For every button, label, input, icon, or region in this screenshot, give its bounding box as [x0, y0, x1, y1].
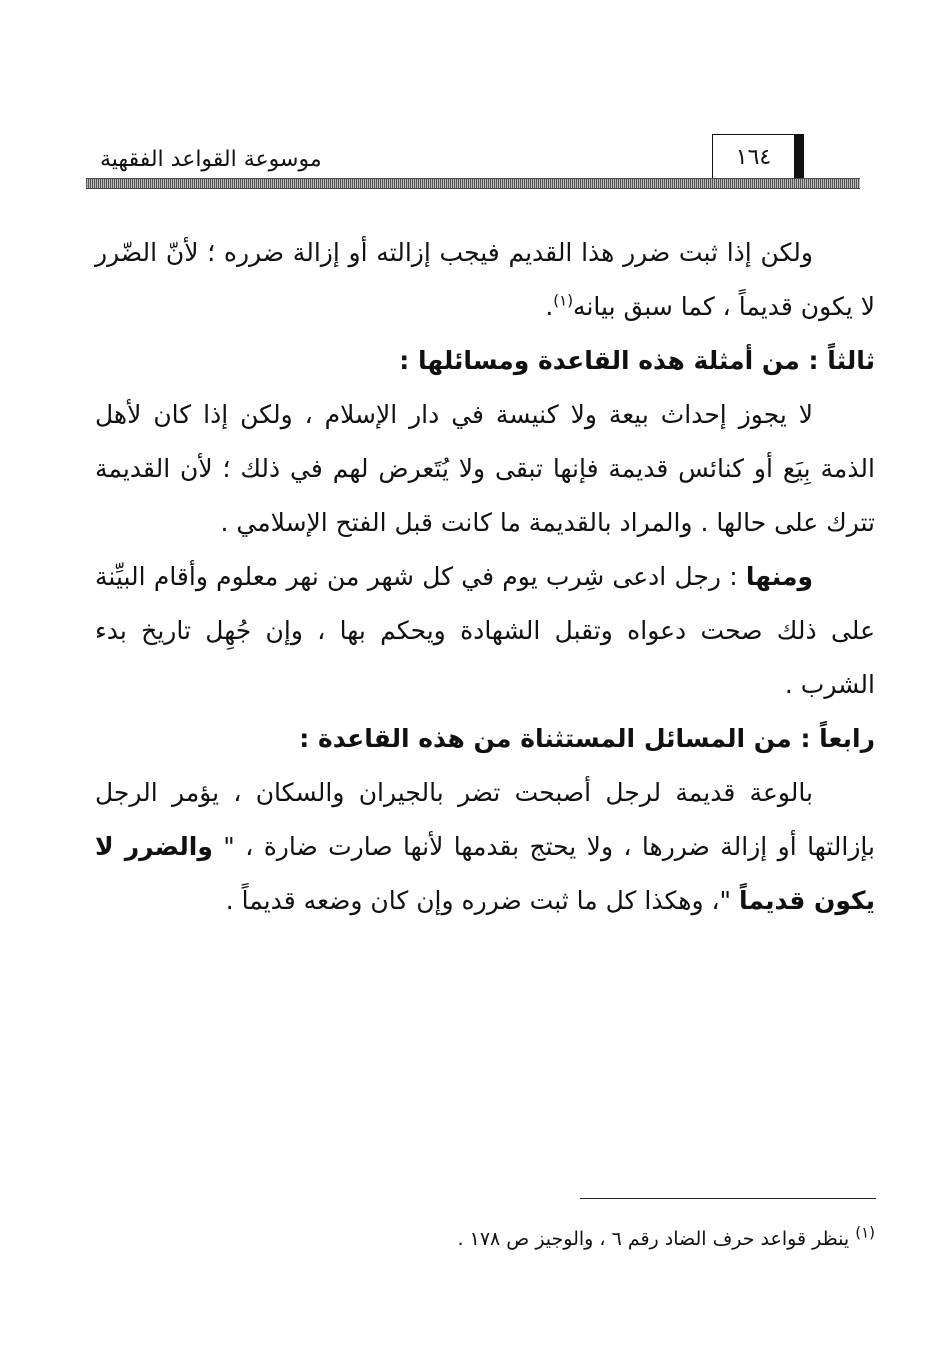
footnote-marker: (١) — [855, 1223, 875, 1242]
header-rule — [86, 178, 860, 189]
page-number: ١٦٤ — [712, 134, 804, 180]
footnote-separator — [580, 1198, 876, 1199]
footnote-text: ينظر قواعد حرف الضاد رقم ٦ ، والوجيز ص ١٧٨ . — [457, 1228, 856, 1250]
paragraph-1 — [95, 226, 875, 334]
section-heading-3: ثالثاً : من أمثلة هذه القاعدة ومسائلها : — [399, 346, 875, 375]
paragraph-3-text: : رجل ادعى شِرب يوم في كل شهر من نهر معلوم وأقام البيِّنة على ذلك صحت دعواه وتقبل الشهادة ويحكم بها ، وإن جُهِل تاريخ بدء الشرب . — [95, 562, 875, 699]
section-heading-4: رابعاً : من المسائل المستثناة من هذه القاعدة : — [299, 724, 875, 753]
paragraph-4-text-b: "، وهكذا كل ما ثبت ضرره وإن كان وضعه قديماً . — [225, 886, 739, 915]
running-header-title: موسوعة القواعد الفقهية — [100, 147, 322, 172]
paragraph-1-text: ولكن إذا ثبت ضرر هذا القديم فيجب إزالته أو إزالة ضرره ؛ لأنّ الضّرر لا يكون قديماً ، كما سبق بيانه — [95, 238, 875, 321]
paragraph-4-quoted-rule: والضرر لا يكون قديماً — [95, 832, 875, 915]
footnote — [300, 1222, 875, 1256]
footnote-reference: (١) — [553, 291, 574, 310]
body-text — [95, 226, 875, 928]
paragraph-1-end: . — [545, 292, 554, 321]
paragraph-4-text-a: بالوعة قديمة لرجل أصبحت تضر بالجيران والسكان ، يؤمر الرجل بإزالتها أو إزالة ضررها ، ولا يحتج بقدمها لأنها صارت ضارة ، " — [95, 778, 875, 861]
paragraph-4 — [95, 766, 875, 928]
paragraph-2: لا يجوز إحداث بيعة ولا كنيسة في دار الإسلام ، ولكن إذا كان لأهل الذمة بِيَع أو كنائس قديمة فإنها تبقى ولا يُتَعرض لهم في ذلك ؛ لأن القديمة تترك على حالها . والمراد بالقديمة ما كانت قبل الفتح الإسلامي . — [95, 400, 875, 537]
paragraph-3-lead: ومنها — [745, 562, 813, 591]
paragraph-3 — [95, 550, 875, 712]
